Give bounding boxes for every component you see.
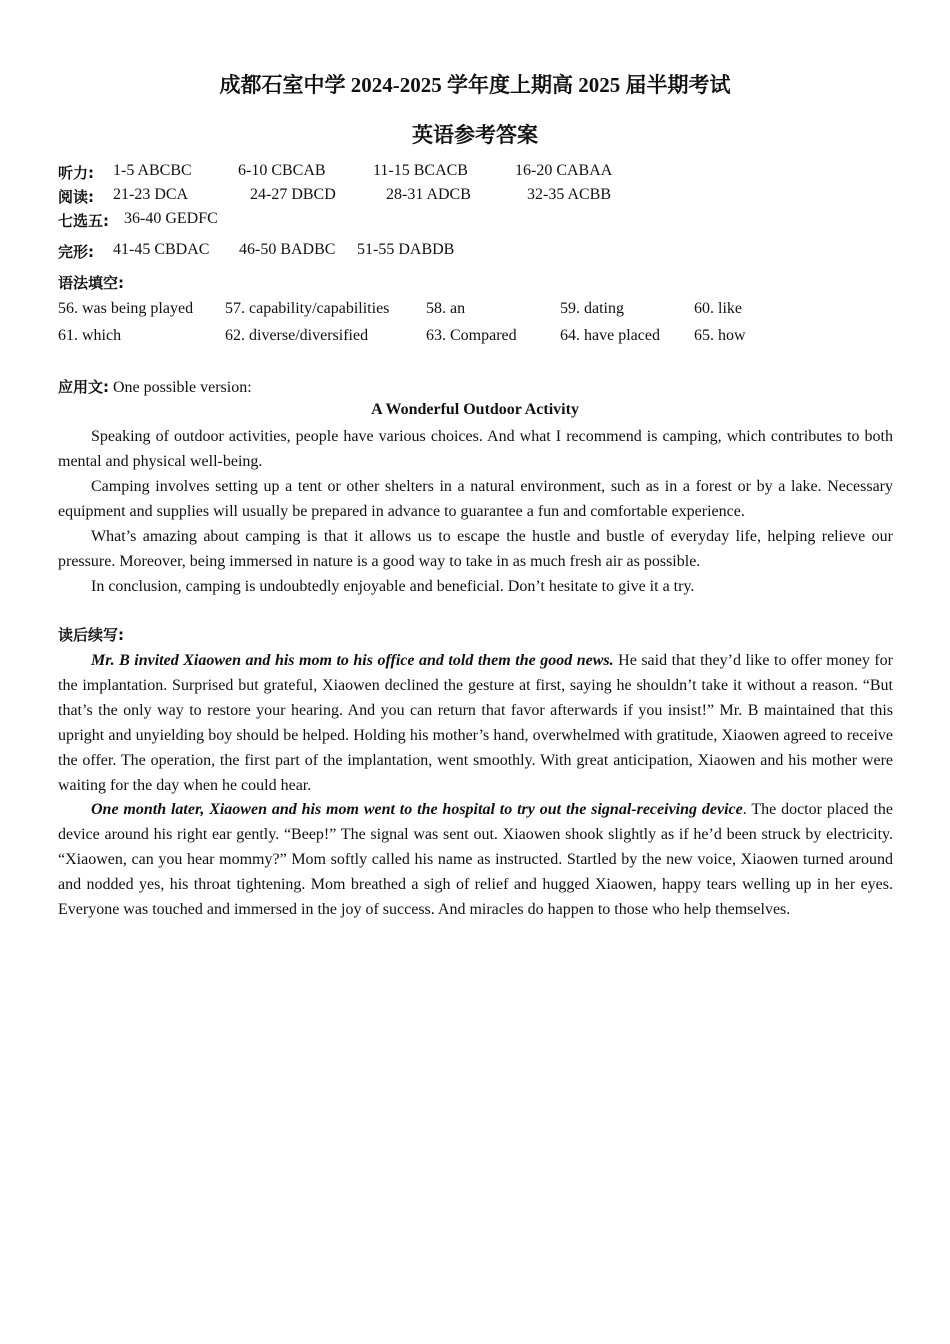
essay-paragraph: Camping involves setting up a tent or other shelters in a natural environment, such as in a forest or by a lake. Necessary equipment and supplies will usually be prepared in advance to guarantee a fun and comfortable experience. [58, 478, 893, 520]
grammar-answer: 60. like [694, 300, 742, 317]
continuation-body-2: . The doctor placed the device around his right ear gently. “Beep!” The signal was sent out. Xiaowen shook slightly as if he’d been struck by electricity. “Xiaowen, can you hear mommy?” Mom softly called his name as instructed. Startled by the new voice, Xiaowen turned around and nodded yes, his throat tightening. Mom breathed a sigh of relief and hugged Xiaowen, happy tears welling up in her eyes. Everyone was touched and immersed in the joy of success. And miracles do happen to those who help themselves. [58, 801, 893, 918]
practical-writing-label-row [58, 376, 252, 398]
continuation-lead-sentence-1: Mr. B invited Xiaowen and his mom to his office and told them the good news. [91, 652, 614, 669]
essay-paragraph: In conclusion, camping is undoubtedly enjoyable and beneficial. Don’t hesitate to give it a try. [91, 578, 695, 595]
listening-answers-2: 6-10 CBCAB [238, 162, 326, 179]
cloze-answers-1: 41-45 CBDAC [113, 241, 210, 258]
listening-answers-1: 1-5 ABCBC [113, 162, 192, 179]
continuation-paragraph-2 [58, 797, 893, 922]
listening-answers-3: 11-15 BCACB [373, 162, 468, 179]
continuation-lead-sentence-2: One month later, Xiaowen and his mom went to the hospital to try out the signal-receiving device [91, 801, 743, 818]
reading-answers-4: 32-35 ACBB [527, 186, 612, 203]
grammar-answer: 64. have placed [560, 327, 660, 344]
exam-title: 成都石室中学 2024-2025 学年度上期高 2025 届半期考试 [219, 73, 731, 97]
listening-label: 听力: [58, 164, 94, 182]
grammar-answer: 58. an [426, 300, 466, 317]
grammar-answer: 61. which [58, 327, 122, 344]
practical-writing-label: 应用文: [58, 378, 109, 396]
continuation-body-1: He said that they’d like to offer money for the implantation. Surprised but grateful, Xiaowen declined the gesture at first, saying he shouldn’t take it without a reason. “But that’s the only way to restore your hearing. And you can return that favor afterwards if you insist!” Mr. B maintained that this upright and unyielding boy should be helped. Holding his mother’s hand, overwhelmed with gratitude, Xiaowen agreed to receive the offer. The operation, the first part of the implantation, went smoothly. With great anticipation, Xiaowen and his mother were waiting for the day when he could hear. [58, 652, 893, 794]
grammar-answer: 59. dating [560, 300, 624, 317]
grammar-answer: 62. diverse/diversified [225, 327, 369, 344]
reading-answers-2: 24-27 DBCD [250, 186, 336, 203]
continuation-label: 读后续写: [58, 626, 124, 644]
reading-answers-1: 21-23 DCA [113, 186, 189, 203]
continuation-label-row [58, 624, 124, 646]
practical-writing-intro: One possible version: [109, 379, 252, 396]
listening-answers-4: 16-20 CABAA [515, 162, 613, 179]
grammar-answer: 63. Compared [426, 327, 517, 344]
continuation-paragraph-1 [58, 648, 893, 798]
seven-choose-five-label: 七选五: [58, 212, 109, 230]
grammar-label: 语法填空: [58, 274, 124, 292]
essay-paragraph: Speaking of outdoor activities, people have various choices. And what I recommend is camping, which contributes to both mental and physical well-being. [58, 428, 893, 470]
essay-paragraph: What’s amazing about camping is that it allows us to escape the hustle and bustle of everyday life, helping relieve our pressure. Moreover, being immersed in nature is a good way to take in as much fresh air as possible. [58, 528, 893, 570]
cloze-answers-3: 51-55 DABDB [357, 241, 455, 258]
essay-title: A Wonderful Outdoor Activity [371, 401, 579, 418]
cloze-label: 完形: [58, 243, 94, 261]
seven-choose-five-answers: 36-40 GEDFC [124, 210, 218, 227]
reading-answers-3: 28-31 ADCB [386, 186, 471, 203]
grammar-answer: 57. capability/capabilities [225, 300, 390, 317]
grammar-answer: 65. how [694, 327, 746, 344]
answer-key-subtitle: 英语参考答案 [412, 123, 538, 147]
reading-label: 阅读: [58, 188, 94, 206]
grammar-answer: 56. was being played [58, 300, 194, 317]
cloze-answers-2: 46-50 BADBC [239, 241, 336, 258]
